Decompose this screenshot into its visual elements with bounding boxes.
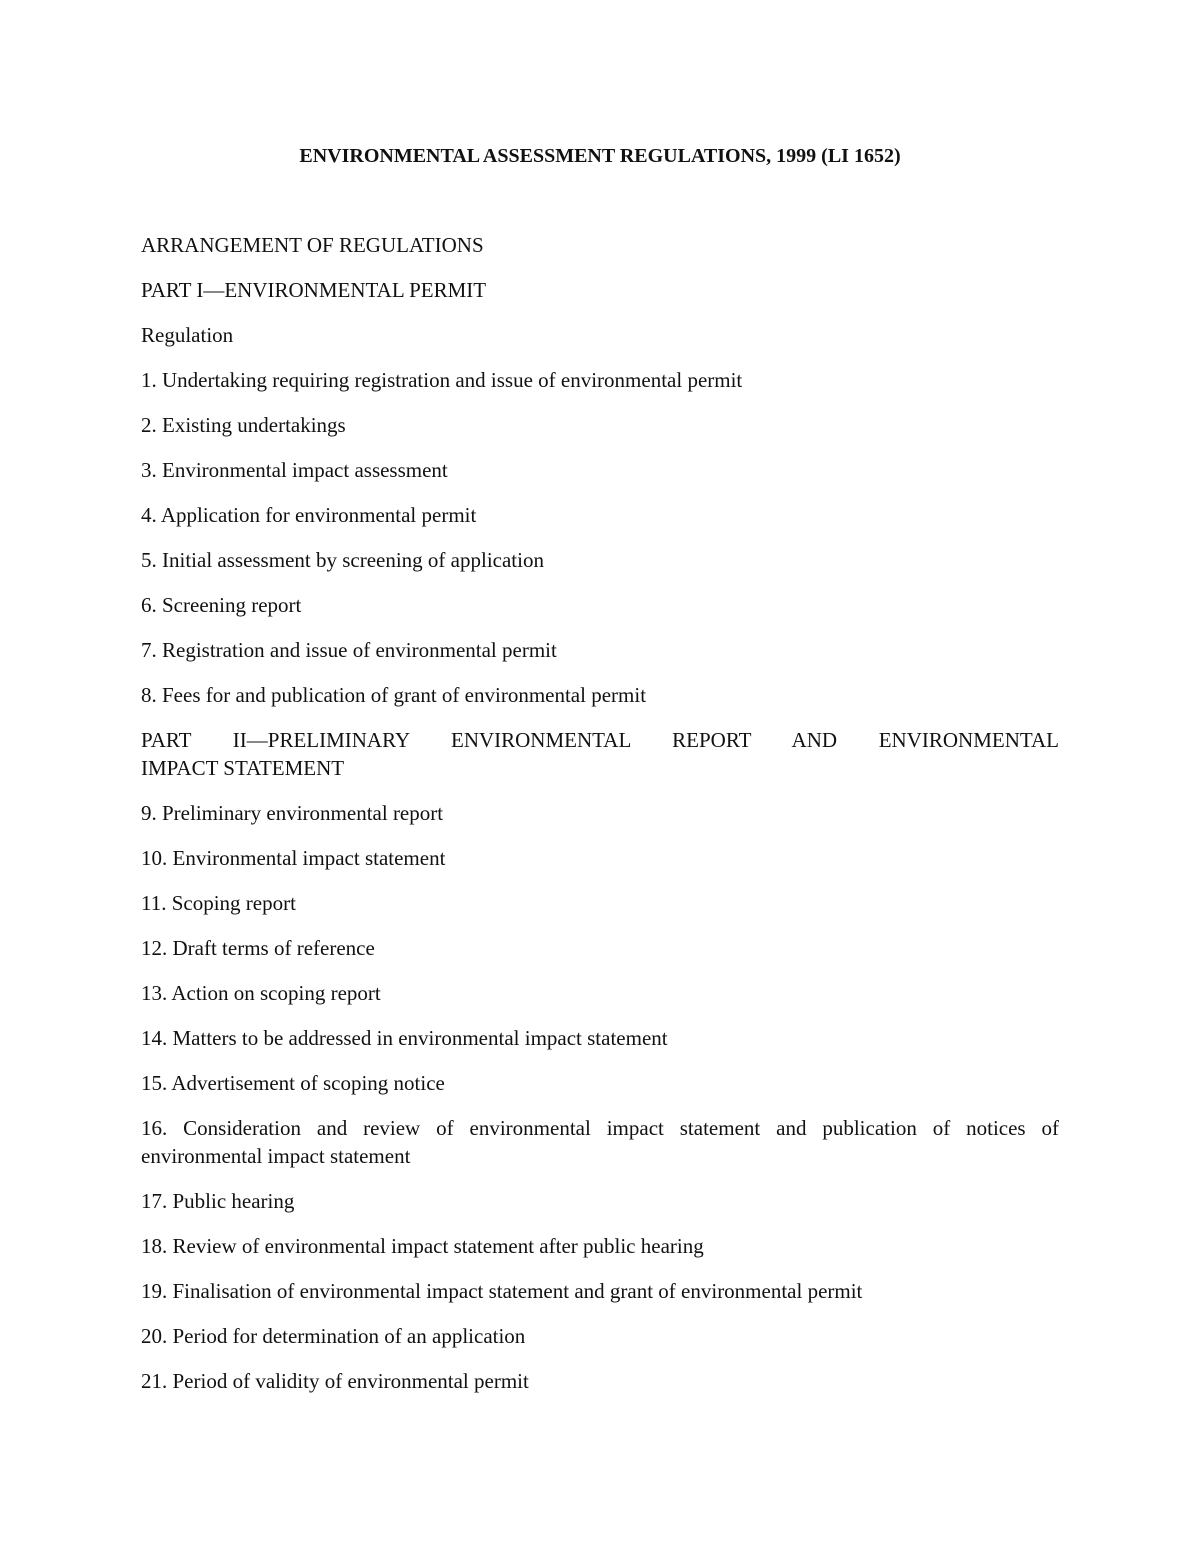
list-item-16-line1: 16. Consideration and review of environmental impact statement and publication of notices of [141, 1116, 1059, 1140]
list-item: 11. Scoping report [141, 891, 296, 915]
list-item-16 [141, 1114, 1059, 1170]
list-item: 3. Environmental impact assessment [141, 458, 448, 482]
arrangement-heading: ARRANGEMENT OF REGULATIONS [141, 233, 484, 257]
list-item: 6. Screening report [141, 593, 302, 617]
list-item-16-line2: environmental impact statement [141, 1144, 411, 1168]
list-item: 2. Existing undertakings [141, 413, 346, 437]
document-title: ENVIRONMENTAL ASSESSMENT REGULATIONS, 1999 (LI 1652) [299, 145, 901, 167]
list-item: 21. Period of validity of environmental permit [141, 1369, 529, 1393]
part2-heading-line1: PART II—PRELIMINARY ENVIRONMENTAL REPORT AND ENVIRONMENTAL [141, 728, 1059, 752]
list-item: 10. Environmental impact statement [141, 846, 446, 870]
part1-heading: PART I—ENVIRONMENTAL PERMIT [141, 278, 487, 302]
list-item: 13. Action on scoping report [141, 981, 381, 1005]
list-item: 12. Draft terms of reference [141, 936, 375, 960]
list-item: 9. Preliminary environmental report [141, 801, 444, 825]
list-item: 15. Advertisement of scoping notice [141, 1071, 445, 1095]
regulation-label: Regulation [141, 323, 234, 347]
part2-heading-line2: IMPACT STATEMENT [141, 756, 345, 780]
list-item: 19. Finalisation of environmental impact statement and grant of environmental permit [141, 1279, 863, 1303]
part2-heading [141, 726, 1059, 782]
list-item: 5. Initial assessment by screening of application [141, 548, 544, 572]
list-item: 7. Registration and issue of environmental permit [141, 638, 557, 662]
list-item: 14. Matters to be addressed in environmental impact statement [141, 1026, 668, 1050]
list-item: 4. Application for environmental permit [141, 503, 477, 527]
list-item: 18. Review of environmental impact statement after public hearing [141, 1234, 704, 1258]
list-item: 20. Period for determination of an application [141, 1324, 526, 1348]
list-item: 1. Undertaking requiring registration and issue of environmental permit [141, 368, 743, 392]
list-item: 8. Fees for and publication of grant of environmental permit [141, 683, 647, 707]
list-item: 17. Public hearing [141, 1189, 295, 1213]
